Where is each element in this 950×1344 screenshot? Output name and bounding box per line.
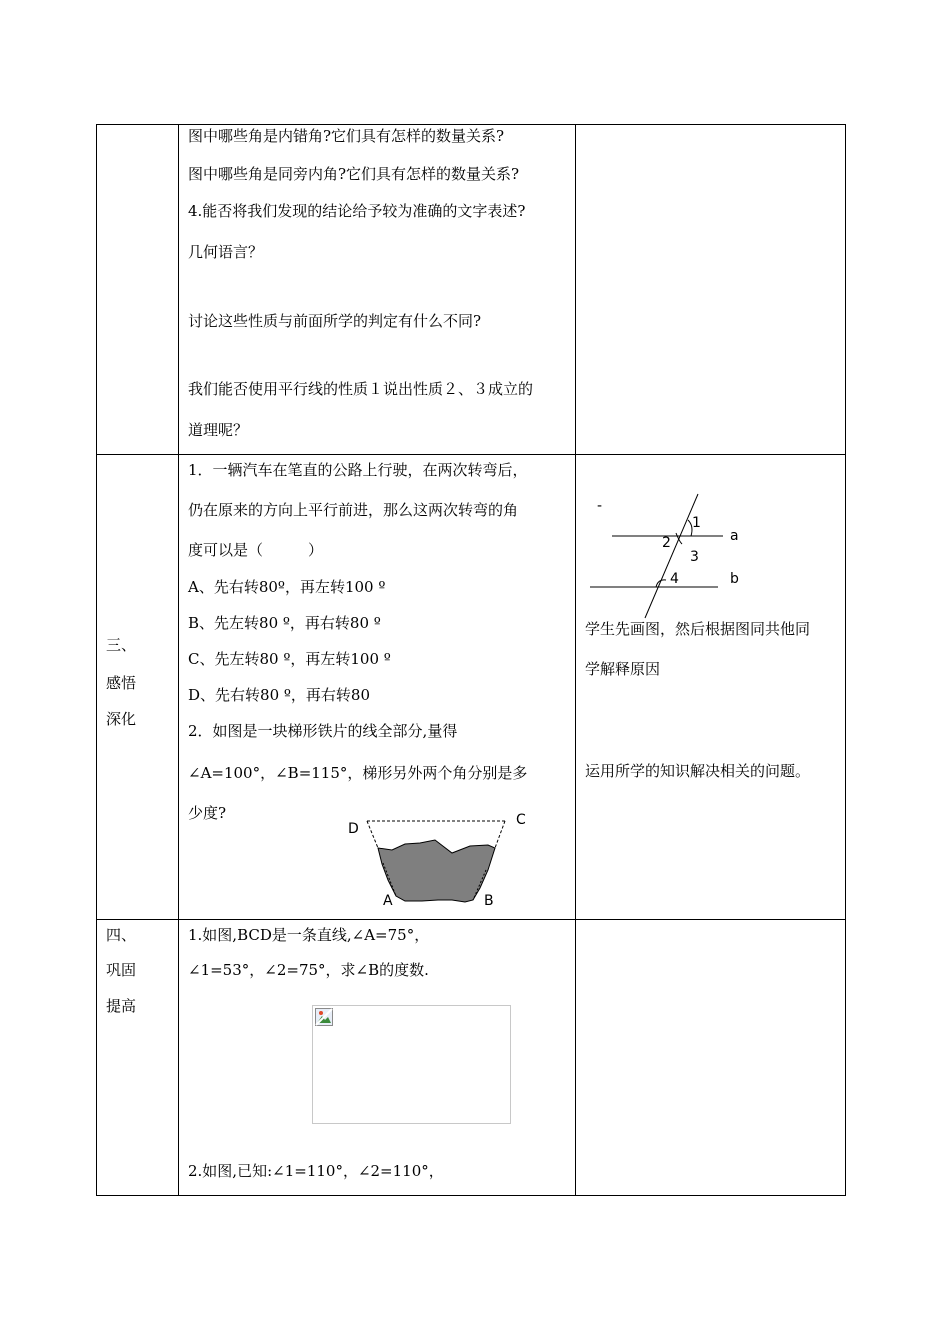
section-title-2: 深化 (106, 710, 137, 728)
trapezoid-iron-sheet (378, 840, 495, 902)
angle-1-label: 1 (692, 515, 701, 531)
angle-3-label: 3 (690, 549, 699, 565)
question-1-line-3: 度可以是（ ） (188, 541, 324, 559)
option-b: B、先左转80 º，再右转80 º (188, 614, 381, 632)
option-a: A、先右转80º，再左转100 º (188, 578, 386, 596)
angle-4-arc (656, 580, 666, 587)
section-number-4: 四、 (106, 926, 137, 944)
section-title-4a: 巩固 (106, 961, 137, 979)
row1-line-7: 道理呢？ (188, 421, 249, 439)
row1-line-3: 4.能否将我们发现的结论给予较为准确的文字表述? (188, 202, 526, 220)
question-1-line-2: 仍在原来的方向上平行前进，那么这两次转弯的角 (188, 501, 519, 519)
option-c: C、先左转80 º，再左转100 º (188, 650, 391, 668)
trapezoid-right-dashed (495, 821, 505, 848)
figure-dash: - (597, 498, 603, 514)
row1-line-2: 图中哪些角是同旁内角?它们具有怎样的数量关系? (188, 165, 520, 183)
note-line-3: 运用所学的知识解决相关的问题。 (585, 762, 811, 780)
missing-image-placeholder (312, 1005, 511, 1124)
angle-4-label: 4 (670, 571, 679, 587)
question-2-line-3: 少度? (188, 804, 227, 822)
row1-line-6: 我们能否使用平行线的性质１说出性质２、３成立的 (188, 380, 534, 398)
note-line-2: 学解释原因 (585, 660, 661, 678)
label-d: D (348, 821, 359, 837)
label-c: C (516, 812, 526, 828)
label-b: B (484, 893, 494, 909)
section-title-4b: 提高 (106, 997, 137, 1015)
row1-line-4: 几何语言？ (188, 243, 264, 261)
row1-line-1: 图中哪些角是内错角?它们具有怎样的数量关系? (188, 127, 505, 145)
section-number: 三、 (106, 636, 137, 654)
angle-2-label: 2 (662, 535, 671, 551)
broken-image-icon (315, 1008, 333, 1026)
option-d: D、先右转80 º，再右转80 (188, 686, 371, 704)
problem-1-line-2: ∠1=53°，∠2=75°，求∠B的度数. (188, 961, 429, 979)
trapezoid-figure (340, 808, 530, 913)
question-1-line-1: 1．一辆汽车在笔直的公路上行驶，在两次转弯后， (188, 461, 528, 479)
question-2-line-1: 2．如图是一块梯形铁片的线全部分,量得 (188, 722, 458, 740)
problem-1-line-1: 1.如图,BCD是一条直线,∠A=75°， (188, 926, 430, 944)
trapezoid-left-dashed (367, 821, 378, 848)
section-title-1: 感悟 (106, 674, 137, 692)
row1-line-5: 讨论这些性质与前面所学的判定有什么不同? (188, 312, 482, 330)
question-2-line-2: ∠A=100°，∠B=115°，梯形另外两个角分别是多 (188, 764, 528, 782)
line-a-label: a (730, 528, 739, 544)
note-line-1: 学生先画图，然后根据图同共他同 (585, 620, 811, 638)
label-a: A (383, 893, 393, 909)
line-b-label: b (730, 571, 739, 587)
problem-2-line-1: 2.如图,已知:∠1=110°，∠2=110°， (188, 1162, 444, 1180)
parallel-lines-figure (590, 490, 760, 625)
